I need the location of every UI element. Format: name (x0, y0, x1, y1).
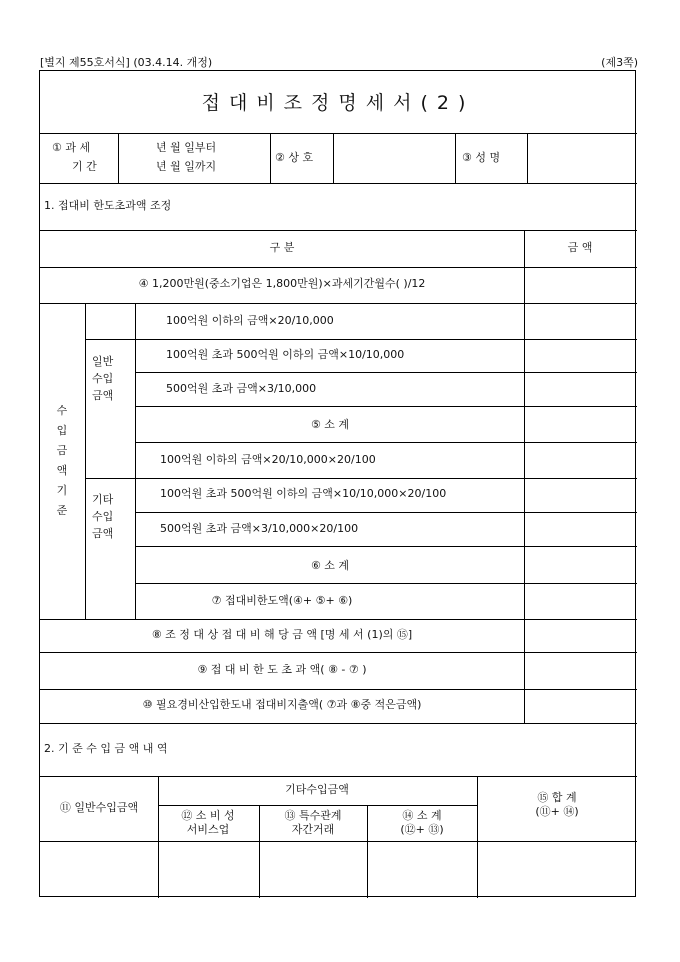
section1-title: 1. 접대비 한도초과액 조정 (44, 199, 172, 212)
form-title: 접대비조정명세서(2) (201, 92, 475, 114)
row-4: ④ 1,200만원(중소기업은 1,800만원)×과세기간월수( )/12 (138, 277, 426, 290)
col-category-header: 구 분 (269, 241, 295, 254)
section2-title: 2. 기 준 수 입 금 액 내 역 (44, 742, 168, 755)
company-label: ② 상 호 (275, 151, 314, 164)
side-label: 수 입 금 액 기 준 (56, 404, 68, 517)
general-income-label: 일반 수입 금액 (92, 355, 114, 402)
general-row-1: 100억원 이하의 금액×20/10,000 (166, 314, 334, 327)
row-10: ⑩ 필요경비산입한도내 접대비지출액( ⑦과 ⑧중 적은금액) (142, 698, 422, 711)
row-7: ⑦ 접대비한도액(④+ ⑤+ ⑥) (211, 594, 353, 607)
general-subtotal: ⑤ 소 계 (310, 418, 350, 431)
col-12-header: ⑫ 소 비 성 서비스업 (181, 809, 235, 836)
period-from: 년 월 일부터 (156, 141, 217, 154)
entry-cell-13[interactable] (260, 842, 366, 897)
period-to: 년 월 일까지 (156, 160, 217, 173)
other-row-1: 100억원 이하의 금액×20/10,000×20/100 (160, 453, 376, 466)
general-row-3: 500억원 초과 금액×3/10,000 (166, 382, 317, 395)
col-15-header: ⑮ 합 계 (⑪+ ⑭) (535, 791, 579, 818)
other-subtotal: ⑥ 소 계 (310, 559, 350, 572)
entry-cell-11[interactable] (40, 842, 157, 897)
col-11-header: ⑪ 일반수입금액 (59, 801, 139, 814)
entry-cell-12[interactable] (159, 842, 258, 897)
expense-statement-form (39, 70, 636, 897)
page-label: (제3쪽) (601, 56, 638, 69)
other-income-label: 기타 수입 금액 (92, 493, 114, 540)
period-label-2: 기 간 (72, 160, 97, 173)
name-label: ③ 성 명 (462, 151, 501, 164)
row-9: ⑨ 접 대 비 한 도 초 과 액( ⑧ - ⑦ ) (197, 663, 367, 676)
col-amount-header: 금 액 (567, 241, 593, 254)
col-14-header: ⑭ 소 계 (⑫+ ⑬) (400, 809, 444, 836)
other-row-3: 500억원 초과 금액×3/10,000×20/100 (160, 522, 359, 535)
row-8: ⑧ 조 정 대 상 접 대 비 해 당 금 액 [명 세 서 (1)의 ⑮] (151, 628, 413, 641)
other-income-header: 기타수입금액 (285, 783, 349, 796)
general-row-2: 100억원 초과 500억원 이하의 금액×10/10,000 (166, 348, 405, 361)
other-row-2: 100억원 초과 500억원 이하의 금액×10/10,000×20/100 (160, 487, 447, 500)
entry-cell-15[interactable] (478, 842, 635, 897)
entry-cell-14[interactable] (368, 842, 476, 897)
period-label-1: ① 과 세 (52, 141, 91, 154)
form-number: [별지 제55호서식] (03.4.14. 개정) (40, 56, 213, 69)
col-13-header: ⑬ 특수관계 자간거래 (284, 809, 342, 836)
